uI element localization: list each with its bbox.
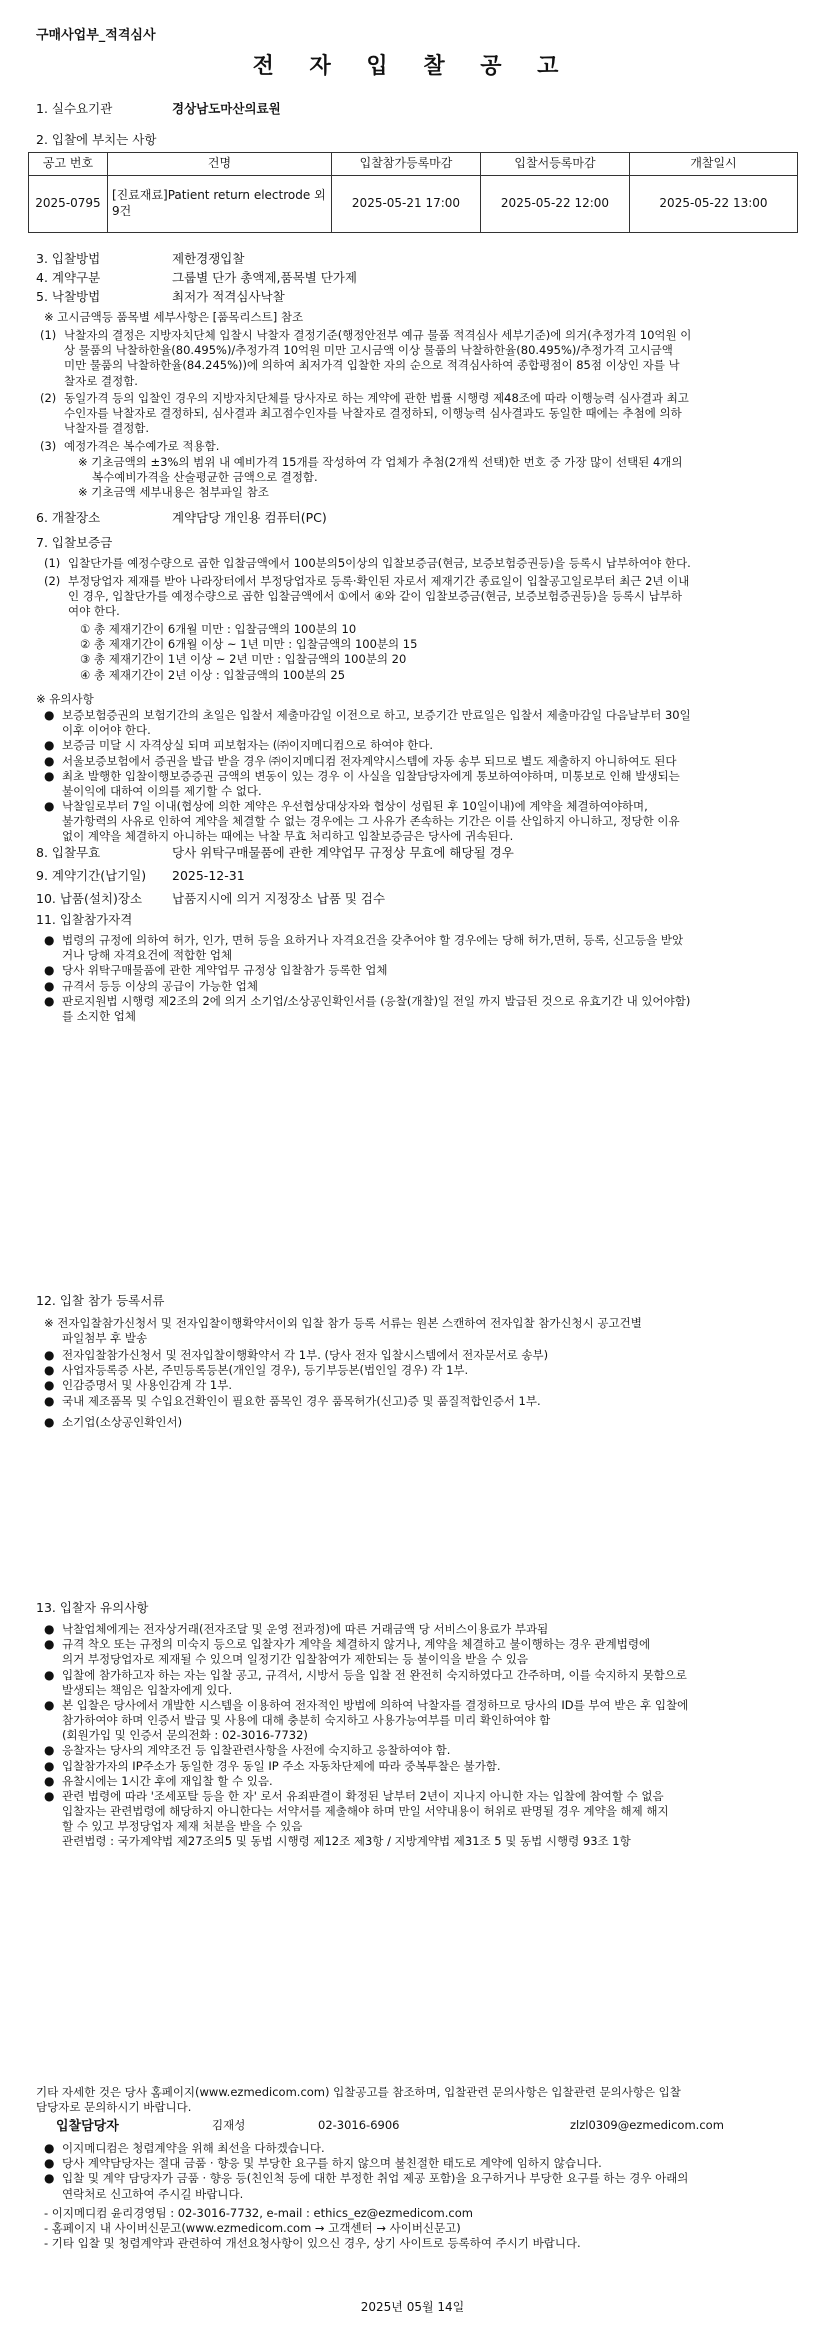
bullet-icon: ● <box>44 1348 55 1362</box>
text-line: 담당자로 문의하시기 바랍니다. <box>36 2100 192 2115</box>
section-value: 2025-12-31 <box>172 868 245 883</box>
text-line: 부정당업자 제재를 받아 나라장터에서 부정당업자로 등록·확인된 자로서 제재기간 종료일이 입찰공고일로부터 최근 2년 이내 <box>68 574 690 588</box>
column-header: 건명 <box>108 153 332 176</box>
registration-note <box>44 1316 804 1346</box>
section-bid-items <box>36 132 156 149</box>
section-registration-docs <box>36 1293 164 1310</box>
bullet-icon: ● <box>44 963 55 978</box>
section-bid-invalid <box>36 845 514 862</box>
section-label: 3. 입찰방법 <box>36 251 101 266</box>
text-line: - 이지메디컴 윤리경영팀 : 02-3016-7732, e-mail : ethics_ez@ezmedicom.com <box>44 2206 473 2220</box>
text-line: 입찰단가를 예정수량으로 곱한 입찰금액에서 100분의5이상의 입찰보증금(현금, 보증보험증권등)을 등록시 납부하여야 한다. <box>68 556 691 570</box>
text-line: 사업자등록증 사본, 주민등록등본(개인일 경우), 등기부등본(법인일 경우) 각 1부. <box>62 1363 469 1378</box>
text-line: 최초 발행한 입찰이행보증증권 금액의 변동이 있는 경우 이 사실을 입찰담당자에게 통보하여야하며, 미통보로 인해 발생되는 <box>62 768 680 783</box>
text-line: ※ 기초금액의 ±3%의 범위 내 예비가격 15개를 작성하여 각 업체가 추첨(2개씩 선택)한 번호 중 가장 많이 선택된 4개의 <box>78 455 683 469</box>
list-item: ③ 총 제재기간이 1년 이상 ~ 2년 미만 : 입찰금액의 100분의 20 <box>80 652 407 667</box>
text-line: 이지메디컴은 청렴계약을 위해 최선을 다하겠습니다. <box>62 2141 325 2155</box>
qualification-bullets <box>44 933 804 1024</box>
section-bidder-notes <box>36 1600 148 1617</box>
text-line: 거나 당해 자격요건에 적합한 업체 <box>62 948 233 963</box>
text-line: 미만 물품의 낙찰하한율(84.245%))에 의하여 최저가격 입찰한 자의 순으로 적격심사하여 종합평점이 85점 이상인 자를 낙 <box>64 358 680 373</box>
section-label: 5. 낙찰방법 <box>36 289 101 304</box>
text-line: 입찰 및 계약 담당자가 금품 · 향응 등(친인척 등에 대한 부정한 취업 제공 포함)을 요구하거나 부당한 요구를 하는 경우 아래의 <box>62 2171 689 2186</box>
text-line: 낙찰일로부터 7일 이내(협상에 의한 계약은 우선협상대상자와 협상이 성립된 후 10일이내)에 계약을 체결하여야하며, <box>62 799 648 814</box>
text-line: 입찰참가자의 IP주소가 동일한 경우 동일 IP 주소 자동차단제에 따라 중복투찰은 불가함. <box>62 1758 501 1773</box>
section-delivery-place <box>36 891 385 908</box>
bullet-icon: ● <box>44 1788 55 1803</box>
text-line: 관련 법령에 따라 '조세포탈 등을 한 자' 로서 유죄판결이 확정된 날부터 2년이 지나지 아니한 자는 입찰에 참여할 수 없음 <box>62 1788 664 1803</box>
integrity-bullets <box>44 2141 804 2202</box>
section-bid-method <box>36 251 244 268</box>
registration-deadline: 2025-05-21 17:00 <box>332 176 481 233</box>
text-line: 낙찰업체에게는 전자상거래(전자조달 및 운영 전과정)에 따른 거래금액 당 서비스이용료가 부과됨 <box>62 1622 549 1636</box>
bullet-icon: ● <box>44 799 55 814</box>
bullet-icon: ● <box>44 1743 55 1758</box>
text-line: 복수예비가격을 산술평균한 금액으로 결정함. <box>92 470 318 485</box>
notice-bullets <box>44 708 804 845</box>
text-line: 참가하여야 하며 인증서 발급 및 사용에 대해 충분히 숙지하고 사용가능여부를 미리 확인하여야 함 <box>62 1713 551 1728</box>
bid-table <box>28 152 798 233</box>
text-line: 보증금 미달 시 자격상실 되며 피보험자는 (㈜이지메디컴으로 하여야 한다. <box>62 738 434 753</box>
contact-row <box>0 2118 825 2138</box>
text-line: 규격서 등등 이상의 공급이 가능한 업체 <box>62 978 259 993</box>
notice-number: 2025-0795 <box>29 176 108 233</box>
item-name: [진료재료]Patient return electrode 외 9건 <box>108 176 332 233</box>
text-line: 법령의 규정에 의하여 허가, 인가, 면허 등을 요하거나 자격요건을 갖추어야 할 경우에는 당해 허가,면허, 등록, 신고등을 받았 <box>62 933 684 947</box>
contact-name: 김재성 <box>212 2118 246 2132</box>
bullet-icon: ● <box>44 738 55 753</box>
bullet-icon: ● <box>44 993 55 1008</box>
text-line: 예정가격은 복수예가로 적용함. <box>64 439 220 453</box>
text-line: 본 입찰은 당사에서 개발한 시스템을 이용하여 전자적인 방법에 의하여 낙찰자를 결정하므로 당사의 ID를 부여 받은 후 입찰에 <box>62 1697 689 1712</box>
text-line: 인 경우, 입찰단가를 예정수량으로 곱한 입찰금액에서 ①에서 ④와 같이 입찰보증금(현금, 보증보험증권등)을 등록시 납부하 <box>68 589 682 604</box>
bullet-icon: ● <box>44 1393 55 1408</box>
bullet-icon: ● <box>44 1773 55 1788</box>
bullet-icon: ● <box>44 708 55 722</box>
section-label: 11. 입찰참가자격 <box>36 912 133 927</box>
item-number: (1) <box>44 556 61 570</box>
text-line: 의거 부정당업자로 제재될 수 있으며 일정기간 입찰참여가 제한되는 등 불이익을 받을 수 있음 <box>62 1652 529 1667</box>
opening-datetime: 2025-05-22 13:00 <box>630 176 798 233</box>
bullet-icon: ● <box>44 1758 55 1773</box>
text-line: (회원가입 및 인증서 문의전화 : 02-3016-7732) <box>62 1728 308 1743</box>
table-row <box>29 176 798 233</box>
bullet-icon: ● <box>44 978 55 993</box>
section-value: 계약담당 개인용 컴퓨터(PC) <box>172 510 327 525</box>
award-subnotes <box>78 455 825 501</box>
section-value: 그룹별 단가 총액제,품목별 단가제 <box>172 270 357 285</box>
award-note: ※ 고시금액등 품목별 세부사항은 [품목리스트] 참조 <box>44 310 304 324</box>
text-line: 없이 계약을 체결하지 아니하는 때에는 낙찰 무효 처리하고 입찰보증금은 당사에 귀속된다. <box>62 829 514 844</box>
bullet-icon: ● <box>44 2156 55 2171</box>
bond-sanction-list <box>80 622 825 683</box>
text-line: 인감증명서 및 사용인감계 각 1부. <box>62 1378 233 1393</box>
award-item-1 <box>40 328 800 389</box>
bullet-icon: ● <box>44 1378 55 1393</box>
text-line: 소기업(소상공인확인서) <box>62 1414 183 1429</box>
text-line: 보증보험증권의 보험기간의 초일은 입찰서 제출마감일 이전으로 하고, 보증기간 만료일은 입찰서 제출마감일 다음날부터 30일 <box>62 708 691 722</box>
registration-bullets <box>44 1348 804 1430</box>
bullet-icon: ● <box>44 2141 55 2155</box>
column-header: 개찰일시 <box>630 153 798 176</box>
text-line: 유찰시에는 1시간 후에 재입찰 할 수 있음. <box>62 1773 273 1788</box>
text-line: 기타 자세한 것은 당사 홈페이지(www.ezmedicom.com) 입찰공고를 참조하며, 입찰관련 문의사항은 입찰관련 문의사항은 입찰 <box>36 2085 681 2099</box>
bid-deadline: 2025-05-22 12:00 <box>481 176 630 233</box>
text-line: 연락처로 신고하여 주시길 바랍니다. <box>62 2186 244 2201</box>
notice-date: 2025년 05월 14일 <box>360 2300 465 2314</box>
section-label: 1. 실수요기관 <box>36 101 113 116</box>
section-label: 10. 납품(설치)장소 <box>36 891 143 906</box>
text-line: 당사 위탁구매물품에 관한 계약업무 규정상 입찰참가 등록한 업체 <box>62 963 388 978</box>
section-value: 납품지시에 의거 지정장소 납품 및 검수 <box>172 891 386 906</box>
item-number: (1) <box>40 328 57 342</box>
section-label: 4. 계약구분 <box>36 270 101 285</box>
column-header: 입찰참가등록마감 <box>332 153 481 176</box>
text-line: 여야 한다. <box>68 604 120 619</box>
bullet-icon: ● <box>44 1667 55 1682</box>
bullet-icon: ● <box>44 1363 55 1378</box>
text-line: 찰자로 결정함. <box>64 373 138 388</box>
contact-phone: 02-3016-6906 <box>318 2118 400 2132</box>
text-line: 상 물품의 낙찰하한율(80.495%)/추정가격 10억원 미만 고시금액 이상 물품의 낙찰하한율(80.495%)/추정가격 고시금액 <box>64 343 673 358</box>
bullet-icon: ● <box>44 1622 55 1636</box>
section-label: 2. 입찰에 부치는 사항 <box>36 132 157 147</box>
table-header-row <box>29 153 798 176</box>
text-line: 입찰에 참가하고자 하는 자는 입찰 공고, 규격서, 시방서 등을 입찰 전 완전히 숙지하였다고 간주하며, 이를 숙지하지 못함으로 <box>62 1667 687 1682</box>
section-contract-period <box>36 868 245 885</box>
text-line: 판로지원법 시행령 제2조의 2에 의거 소기업/소상공인확인서를 (응찰(개찰)일 전일 까지 발급된 것으로 유효기간 내 있어야함) <box>62 993 691 1008</box>
text-line: ※ 기초금액 세부내용은 첨부파일 참조 <box>78 485 269 500</box>
text-line: 발생되는 책임은 입찰자에게 있다. <box>62 1682 233 1697</box>
section-label: 9. 계약기간(납기일) <box>36 868 147 883</box>
item-number: (2) <box>44 574 61 588</box>
bullet-icon: ● <box>44 753 55 768</box>
list-item: ② 총 제재기간이 6개월 이상 ~ 1년 미만 : 입찰금액의 100분의 15 <box>80 637 418 652</box>
text-line: 를 소지한 업체 <box>62 1008 136 1023</box>
text-line: 국내 제조품목 및 수입요건확인이 필요한 품목인 경우 품목허가(신고)증 및 품질적합인증서 1부. <box>62 1393 541 1408</box>
bidder-notes-bullets <box>44 1622 804 1850</box>
text-line: - 기타 입찰 및 청렴계약과 관련하여 개선요청사항이 있으신 경우, 상기 사이트로 등록하여 주시기 바랍니다. <box>44 2236 581 2251</box>
department-label: 구매사업부_적격심사 <box>36 28 156 43</box>
section-value: 당사 위탁구매물품에 관한 계약업무 규정상 무효에 해당될 경우 <box>172 845 514 860</box>
text-line: 불이익에 대하여 이의를 제기할 수 없다. <box>62 783 262 798</box>
section-value: 제한경쟁입찰 <box>172 251 245 266</box>
column-header: 공고 번호 <box>29 153 108 176</box>
section-award-method <box>36 289 285 306</box>
text-line: 낙찰자의 결정은 지방자치단체 입찰시 낙찰자 결정기준(행정안전부 예규 물품 적격심사 세부기준)에 의거(추정가격 10억원 이 <box>64 328 692 342</box>
section-qualification <box>36 912 132 929</box>
award-item-2 <box>40 391 800 437</box>
text-line: 관련법령 : 국가계약법 제27조의5 및 동법 시행령 제12조 제3항 / 지방계약법 제31조 5 및 동법 시행령 93조 1항 <box>62 1834 631 1849</box>
list-item: ④ 총 제재기간이 2년 이상 : 입찰금액의 100분의 25 <box>80 667 346 682</box>
list-item: ① 총 제재기간이 6개월 미만 : 입찰금액의 100분의 10 <box>80 622 357 636</box>
text-line: ※ 전자입찰참가신청서 및 전자입찰이행확약서이외 입찰 참가 등록 서류는 원본 스캔하여 전자입찰 참가신청시 공고건별 <box>44 1316 642 1330</box>
section-opening-place <box>36 510 327 527</box>
bullet-icon: ● <box>44 2171 55 2186</box>
section-value: 최저가 적격심사낙찰 <box>172 289 285 304</box>
text-line: 불가항력의 사유로 인하여 계약을 체결할 수 없는 경우에는 그 사유가 존속하는 기간은 이를 산입하지 아니하고, 정당한 이유 <box>62 814 680 829</box>
column-header: 입찰서등록마감 <box>481 153 630 176</box>
text-line: 파일첨부 후 발송 <box>62 1331 148 1346</box>
bullet-icon: ● <box>44 1414 55 1429</box>
text-line: 응찰자는 당사의 계약조건 등 입찰관련사항을 사전에 숙지하고 응찰하여야 함. <box>62 1743 451 1758</box>
text-line: 서울보증보험에서 증권을 발급 받을 경우 ㈜이지메디컴 전자계약시스템에 자동 송부 되므로 별도 제출하지 아니하여도 된다 <box>62 753 677 768</box>
text-line: 수인자를 낙찰자로 결정하되, 심사결과 최고점수인자를 낙찰자로 결정하되, 이행능력 심사결과도 동일한 때에는 추첨에 의하 <box>64 406 682 421</box>
bullet-icon: ● <box>44 768 55 783</box>
text-line: 이후 이어야 한다. <box>62 723 151 738</box>
section-bid-bond <box>36 535 112 552</box>
text-line: 규격 착오 또는 규정의 미숙지 등으로 입찰자가 계약을 체결하지 않거나, 계약을 체결하고 불이행하는 경우 관계법령에 <box>62 1637 651 1652</box>
section-label: 13. 입찰자 유의사항 <box>36 1600 149 1615</box>
text-line: 전자입찰참가신청서 및 전자입찰이행확약서 각 1부. (당사 전자 입찰시스템에서 전자문서로 송부) <box>62 1348 549 1362</box>
text-line: - 홈페이지 내 사이버신문고(www.ezmedicom.com → 고객센터 → 사이버신문고) <box>44 2221 461 2236</box>
award-item-3 <box>40 439 800 454</box>
section-value: 경상남도마산의료원 <box>172 101 281 116</box>
bond-item-2 <box>44 574 804 620</box>
item-number: (3) <box>40 439 57 453</box>
section-label: 8. 입찰무효 <box>36 845 101 860</box>
section-demand-agency <box>36 101 281 118</box>
text-line: 낙찰자를 결정함. <box>64 421 150 436</box>
notice-title: ※ 유의사항 <box>36 692 94 706</box>
contact-email: zlzl0309@ezmedicom.com <box>570 2118 724 2132</box>
text-line: 당사 계약담당자는 절대 금품 · 향응 및 부당한 요구를 하지 않으며 불친절한 태도로 계약에 임하지 않습니다. <box>62 2156 602 2171</box>
section-label: 7. 입찰보증금 <box>36 535 113 550</box>
bullet-icon: ● <box>44 1697 55 1712</box>
contact-label: 입찰담당자 <box>56 2119 119 2134</box>
text-line: 할 수 있고 부정당업자 제재 처분을 받을 수 있음 <box>62 1819 303 1834</box>
page-title: 전 자 입 찰 공 고 <box>252 54 573 79</box>
section-label: 12. 입찰 참가 등록서류 <box>36 1293 165 1308</box>
section-contract-type <box>36 270 357 287</box>
item-number: (2) <box>40 391 57 405</box>
text-line: 입찰자는 관련법령에 해당하지 아니한다는 서약서를 제출해야 하며 만일 서약내용이 허위로 판명될 경우 계약을 해제 해지 <box>62 1804 669 1819</box>
bullet-icon: ● <box>44 1637 55 1652</box>
report-channels <box>44 2206 804 2252</box>
bullet-icon: ● <box>44 933 55 947</box>
bond-item-1 <box>44 556 804 571</box>
text-line: 동일가격 등의 입찰인 경우의 지방자치단체를 당사자로 하는 계약에 관한 법률 시행령 제48조에 따라 이행능력 심사결과 최고 <box>64 391 689 405</box>
section-label: 6. 개찰장소 <box>36 510 101 525</box>
footer-intro <box>36 2085 796 2115</box>
